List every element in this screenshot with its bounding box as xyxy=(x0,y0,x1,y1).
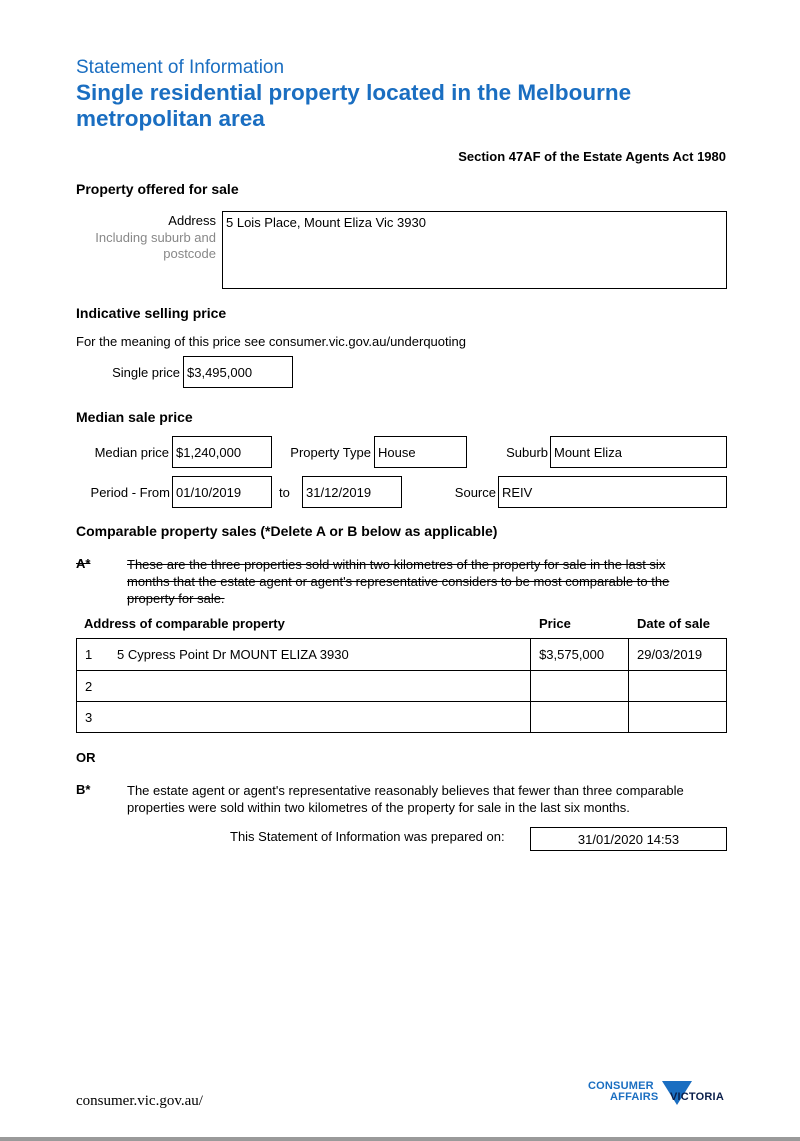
comparable-sales-table xyxy=(76,638,727,733)
source-field[interactable]: REIV xyxy=(498,476,727,508)
comparable-price-cell[interactable] xyxy=(531,671,629,702)
footer-url[interactable]: consumer.vic.gov.au/ xyxy=(76,1093,203,1109)
comparable-address-cell[interactable] xyxy=(77,702,531,733)
option-a-text-line-2: months that the estate agent or agent's representative considers to be most comparable to the xyxy=(127,574,670,589)
indicative-heading: Indicative selling price xyxy=(76,305,227,321)
row-number: 1 xyxy=(85,647,93,662)
prepared-on-label: This Statement of Information was prepared on: xyxy=(230,829,505,844)
comparable-date-cell[interactable] xyxy=(629,671,727,702)
col-header-date: Date of sale xyxy=(637,616,710,631)
property-type-field[interactable]: House xyxy=(374,436,467,468)
page-bottom-border xyxy=(0,1137,800,1141)
document-title: Single residential property located in the Melbourne metropolitan area xyxy=(76,80,632,131)
option-b-text-line-1: The estate agent or agent's representative reasonably believes that fewer than three comparable xyxy=(127,783,684,798)
address-field[interactable]: 5 Lois Place, Mount Eliza Vic 3930 xyxy=(222,211,727,289)
address-hint-line-2: postcode xyxy=(163,246,216,261)
col-header-address: Address of comparable property xyxy=(84,616,285,631)
comparable-price-cell[interactable] xyxy=(531,702,629,733)
address-label: Address xyxy=(168,213,216,228)
option-a-text-line-3: property for sale. xyxy=(127,591,225,606)
suburb-field[interactable]: Mount Eliza xyxy=(550,436,727,468)
option-a-text-line-1: These are the three properties sold within two kilometres of the property for sale in the last six xyxy=(127,557,666,572)
row-number: 3 xyxy=(85,709,93,725)
comparable-address-cell[interactable] xyxy=(77,639,531,671)
consumer-affairs-victoria-logo xyxy=(588,1077,728,1111)
logo-text-victoria: VICTORIA xyxy=(670,1091,724,1103)
address-hint-line-1: Including suburb and xyxy=(95,230,216,245)
period-from-label: Period - From xyxy=(90,485,170,500)
comparable-address: 5 Cypress Point Dr MOUNT ELIZA 3930 xyxy=(117,647,349,662)
suburb-label: Suburb xyxy=(506,445,548,460)
col-header-price: Price xyxy=(539,616,571,631)
period-to-field[interactable]: 31/12/2019 xyxy=(302,476,402,508)
table-row xyxy=(77,702,727,733)
comparable-heading: Comparable property sales (*Delete A or B below as applicable) xyxy=(76,523,498,539)
comparable-price-cell[interactable]: $3,575,000 xyxy=(531,639,629,671)
median-price-field[interactable]: $1,240,000 xyxy=(172,436,272,468)
comparable-address-cell[interactable] xyxy=(77,671,531,702)
median-price-label: Median price xyxy=(94,445,169,460)
table-row xyxy=(77,639,727,671)
source-label: Source xyxy=(454,485,496,500)
table-row xyxy=(77,671,727,702)
logo-text-consumer: CONSUMER xyxy=(588,1080,654,1092)
option-a-marker: A* xyxy=(76,556,91,571)
option-b-text-line-2: properties were sold within two kilometres of the property for sale in the last six months. xyxy=(127,800,630,815)
property-type-label: Property Type xyxy=(290,445,371,460)
option-b-marker: B* xyxy=(76,782,91,797)
or-separator: OR xyxy=(76,750,96,765)
single-price-label: Single price xyxy=(112,365,180,380)
comparable-date-cell[interactable] xyxy=(629,702,727,733)
single-price-field[interactable]: $3,495,000 xyxy=(183,356,293,388)
document-subtitle: Statement of Information xyxy=(76,57,285,78)
act-reference: Section 47AF of the Estate Agents Act 1980 xyxy=(458,149,726,164)
period-to-label: to xyxy=(279,485,290,500)
logo-text-affairs: AFFAIRS xyxy=(610,1091,659,1103)
prepared-on-field[interactable]: 31/01/2020 14:53 xyxy=(530,827,727,851)
median-heading: Median sale price xyxy=(76,409,193,425)
period-from-field[interactable]: 01/10/2019 xyxy=(172,476,272,508)
property-heading: Property offered for sale xyxy=(76,181,239,197)
indicative-note: For the meaning of this price see consumer.vic.gov.au/underquoting xyxy=(76,334,466,349)
comparable-date-cell[interactable]: 29/03/2019 xyxy=(629,639,727,671)
row-number: 2 xyxy=(85,678,93,694)
